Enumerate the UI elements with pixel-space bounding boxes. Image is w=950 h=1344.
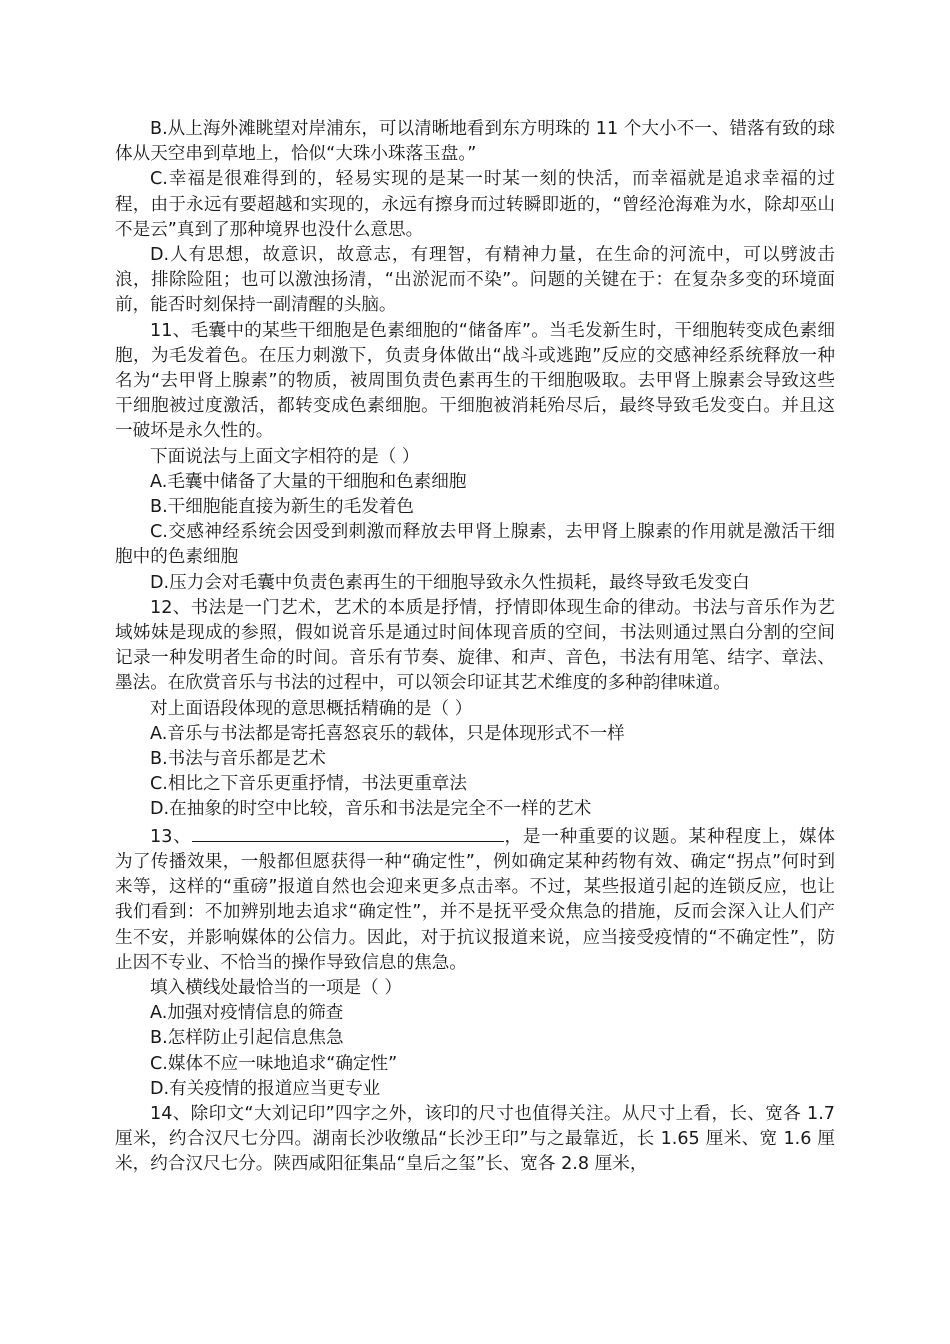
question-11-option-c: C.交感神经系统会因受到刺激而释放去甲肾上腺素，去甲肾上腺素的作用就是激活干细胞中的色素细胞 <box>115 522 835 568</box>
question-13-option-a: A.加强对疫情信息的筛查 <box>150 1003 344 1024</box>
question-12-option-d: D.在抽象的时空中比较，音乐和书法是完全不一样的艺术 <box>150 799 592 820</box>
question-13-prompt: 填入横线处最恰当的一项是（ ） <box>150 977 402 998</box>
question-11-option-d: D.压力会对毛囊中负责色素再生的干细胞导致永久性损耗，最终导致毛发变白 <box>150 572 750 593</box>
question-13-number: 13、 <box>150 826 192 847</box>
option-d-paragraph: D.人有思想，故意识，故意志，有理智，有精神力量，在生命的河流中，可以劈波击浪，排除险阻；也可以激浊扬清，“出淤泥而不染”。问题的关键在于：在复杂多变的环境面前，能否时刻保持一副清醒的头脑。 <box>115 245 835 316</box>
question-13-option-c: C.媒体不应一味地追求“确定性” <box>150 1053 398 1074</box>
question-11-passage: 11、毛囊中的某些干细胞是色素细胞的“储备库”。当毛发新生时，干细胞转变成色素细胞，为毛发着色。在压力刺激下，负责身体做出“战斗或逃跑”反应的交感神经系统释放一种名为“去甲肾上腺素”的物质，被周围负责色素再生的干细胞吸取。去甲肾上腺素会导致这些干细胞被过度激活，都转变成色素细胞。干细胞被消耗殆尽后，最终导致毛发变白。并且这一破坏是永久性的。 <box>115 320 835 442</box>
question-12-option-c: C.相比之下音乐更重抒情，书法更重章法 <box>150 774 467 795</box>
option-b-paragraph: B.从上海外滩眺望对岸浦东，可以清晰地看到东方明珠的 11 个大小不一、错落有致的球体从天空串到草地上，恰似“大珠小珠落玉盘。” <box>115 119 835 165</box>
question-12-option-b: B.书法与音乐都是艺术 <box>150 749 327 770</box>
document-body <box>115 117 835 1178</box>
question-11-option-a: A.毛囊中储备了大量的干细胞和色素细胞 <box>150 471 467 492</box>
question-12-prompt: 对上面语段体现的意思概括精确的是（ ） <box>150 698 473 719</box>
question-14-passage: 14、除印文“大刘记印”四字之外，该印的尺寸也值得关注。从尺寸上看，长、宽各 1.7 厘米，约合汉尺七分四。湖南长沙收缴品“长沙王印”与之最靠近，长 1.65 厘米、宽 1.6 厘米，约合汉尺七分。陕西咸阳征集品“皇后之玺”长、宽各 2.8 厘米， <box>115 1103 835 1175</box>
question-13-option-b: B.怎样防止引起信息焦急 <box>150 1028 344 1049</box>
question-13-text: ，是一种重要的议题。某种程度上，媒体为了传播效果，一般都但愿获得一种“确定性”，例如确定某种药物有效、确定“拐点”何时到来等，这样的“重磅”报道自然也会迎来更多点击率。不过，某些报道引起的连锁反应，也让我们看到：不加辨别地去追求“确定性”，并不是抚平受众焦急的措施，反而会深入让人们产生不安，并影响媒体的公信力。因此，对于抗议报道来说，应当接受疫情的“不确定性”，防止因不专业、不恰当的操作导致信息的焦急。 <box>115 826 835 973</box>
question-12-passage: 12、书法是一门艺术，艺术的本质是抒情，抒情即体现生命的律动。书法与音乐作为艺域姊妹是现成的参照，假如说音乐是通过时间体现音质的空间，书法则通过黑白分割的空间记录一种发明者生命的时间。音乐有节奏、旋律、和声、音色，书法有用笔、结字、章法、墨法。在欣赏音乐与书法的过程中，可以领会印证其艺术维度的多种韵律味道。 <box>115 597 835 694</box>
fill-in-blank-line <box>192 823 504 842</box>
question-13-option-d: D.有关疫情的报道应当更专业 <box>150 1078 381 1099</box>
question-13-passage <box>115 823 835 976</box>
question-12-option-a: A.音乐与书法都是寄托喜怒哀乐的载体，只是体现形式不一样 <box>150 723 625 744</box>
question-11-prompt: 下面说法与上面文字相符的是（ ） <box>150 446 420 467</box>
option-c-paragraph: C.幸福是很难得到的，轻易实现的是某一时某一刻的快活，而幸福就是追求幸福的过程，由于永远有要超越和实现的，永远有擦身而过转瞬即逝的，“曾经沧海难为水，除却巫山不是云”真到了那种境界也没什么意思。 <box>115 169 835 240</box>
question-11-option-b: B.干细胞能直接为新生的毛发着色 <box>150 497 414 518</box>
